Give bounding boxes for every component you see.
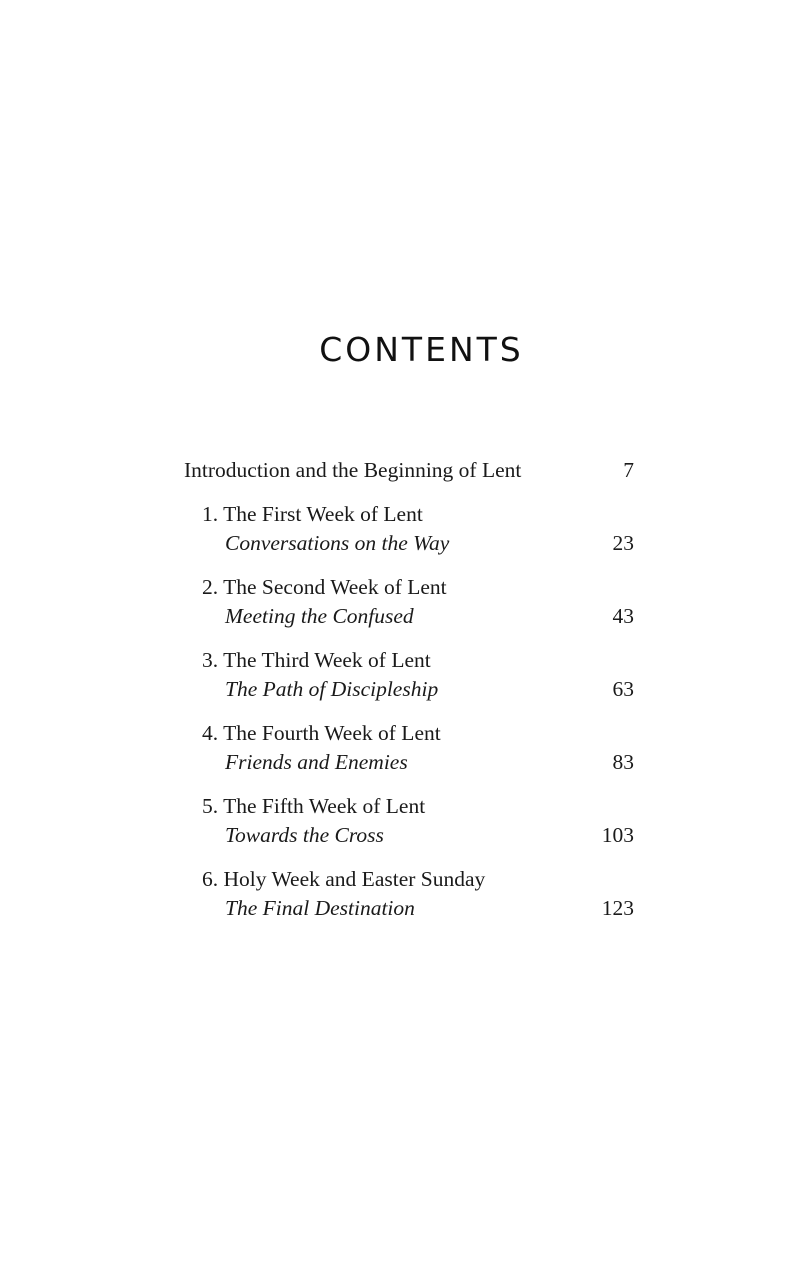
table-of-contents xyxy=(184,456,634,938)
toc-entry-subtitle: Towards the Cross xyxy=(225,823,384,847)
contents-heading: CONTENTS xyxy=(319,330,524,369)
toc-entry-subtitle: The Path of Discipleship xyxy=(225,677,439,701)
toc-entry-title: 1. The First Week of Lent xyxy=(202,502,423,526)
toc-entry-week-5 xyxy=(184,792,634,850)
toc-entry-week-3 xyxy=(184,646,634,704)
toc-page-number: 23 xyxy=(612,531,634,555)
toc-entry-subtitle: The Final Destination xyxy=(225,896,415,920)
toc-page-number: 83 xyxy=(612,750,634,774)
toc-page-number: 103 xyxy=(601,823,634,847)
toc-entry-title: 6. Holy Week and Easter Sunday xyxy=(202,867,486,891)
toc-entry-subtitle: Friends and Enemies xyxy=(225,750,408,774)
toc-entry-week-4 xyxy=(184,719,634,777)
toc-page-number: 43 xyxy=(612,604,634,628)
toc-entry-holy-week xyxy=(184,865,634,923)
toc-entry-title: Introduction and the Beginning of Lent xyxy=(184,458,522,482)
toc-entry-week-1 xyxy=(184,500,634,558)
toc-entry-title: 3. The Third Week of Lent xyxy=(202,648,431,672)
toc-entry-week-2 xyxy=(184,573,634,631)
toc-page-number: 7 xyxy=(623,458,634,482)
toc-entry-introduction xyxy=(184,456,634,485)
toc-entry-title: 4. The Fourth Week of Lent xyxy=(202,721,441,745)
toc-page-number: 123 xyxy=(601,896,634,920)
toc-entry-subtitle: Meeting the Confused xyxy=(225,604,414,628)
toc-page-number: 63 xyxy=(612,677,634,701)
toc-entry-title: 2. The Second Week of Lent xyxy=(202,575,447,599)
toc-entry-title: 5. The Fifth Week of Lent xyxy=(202,794,426,818)
toc-entry-subtitle: Conversations on the Way xyxy=(225,531,450,555)
